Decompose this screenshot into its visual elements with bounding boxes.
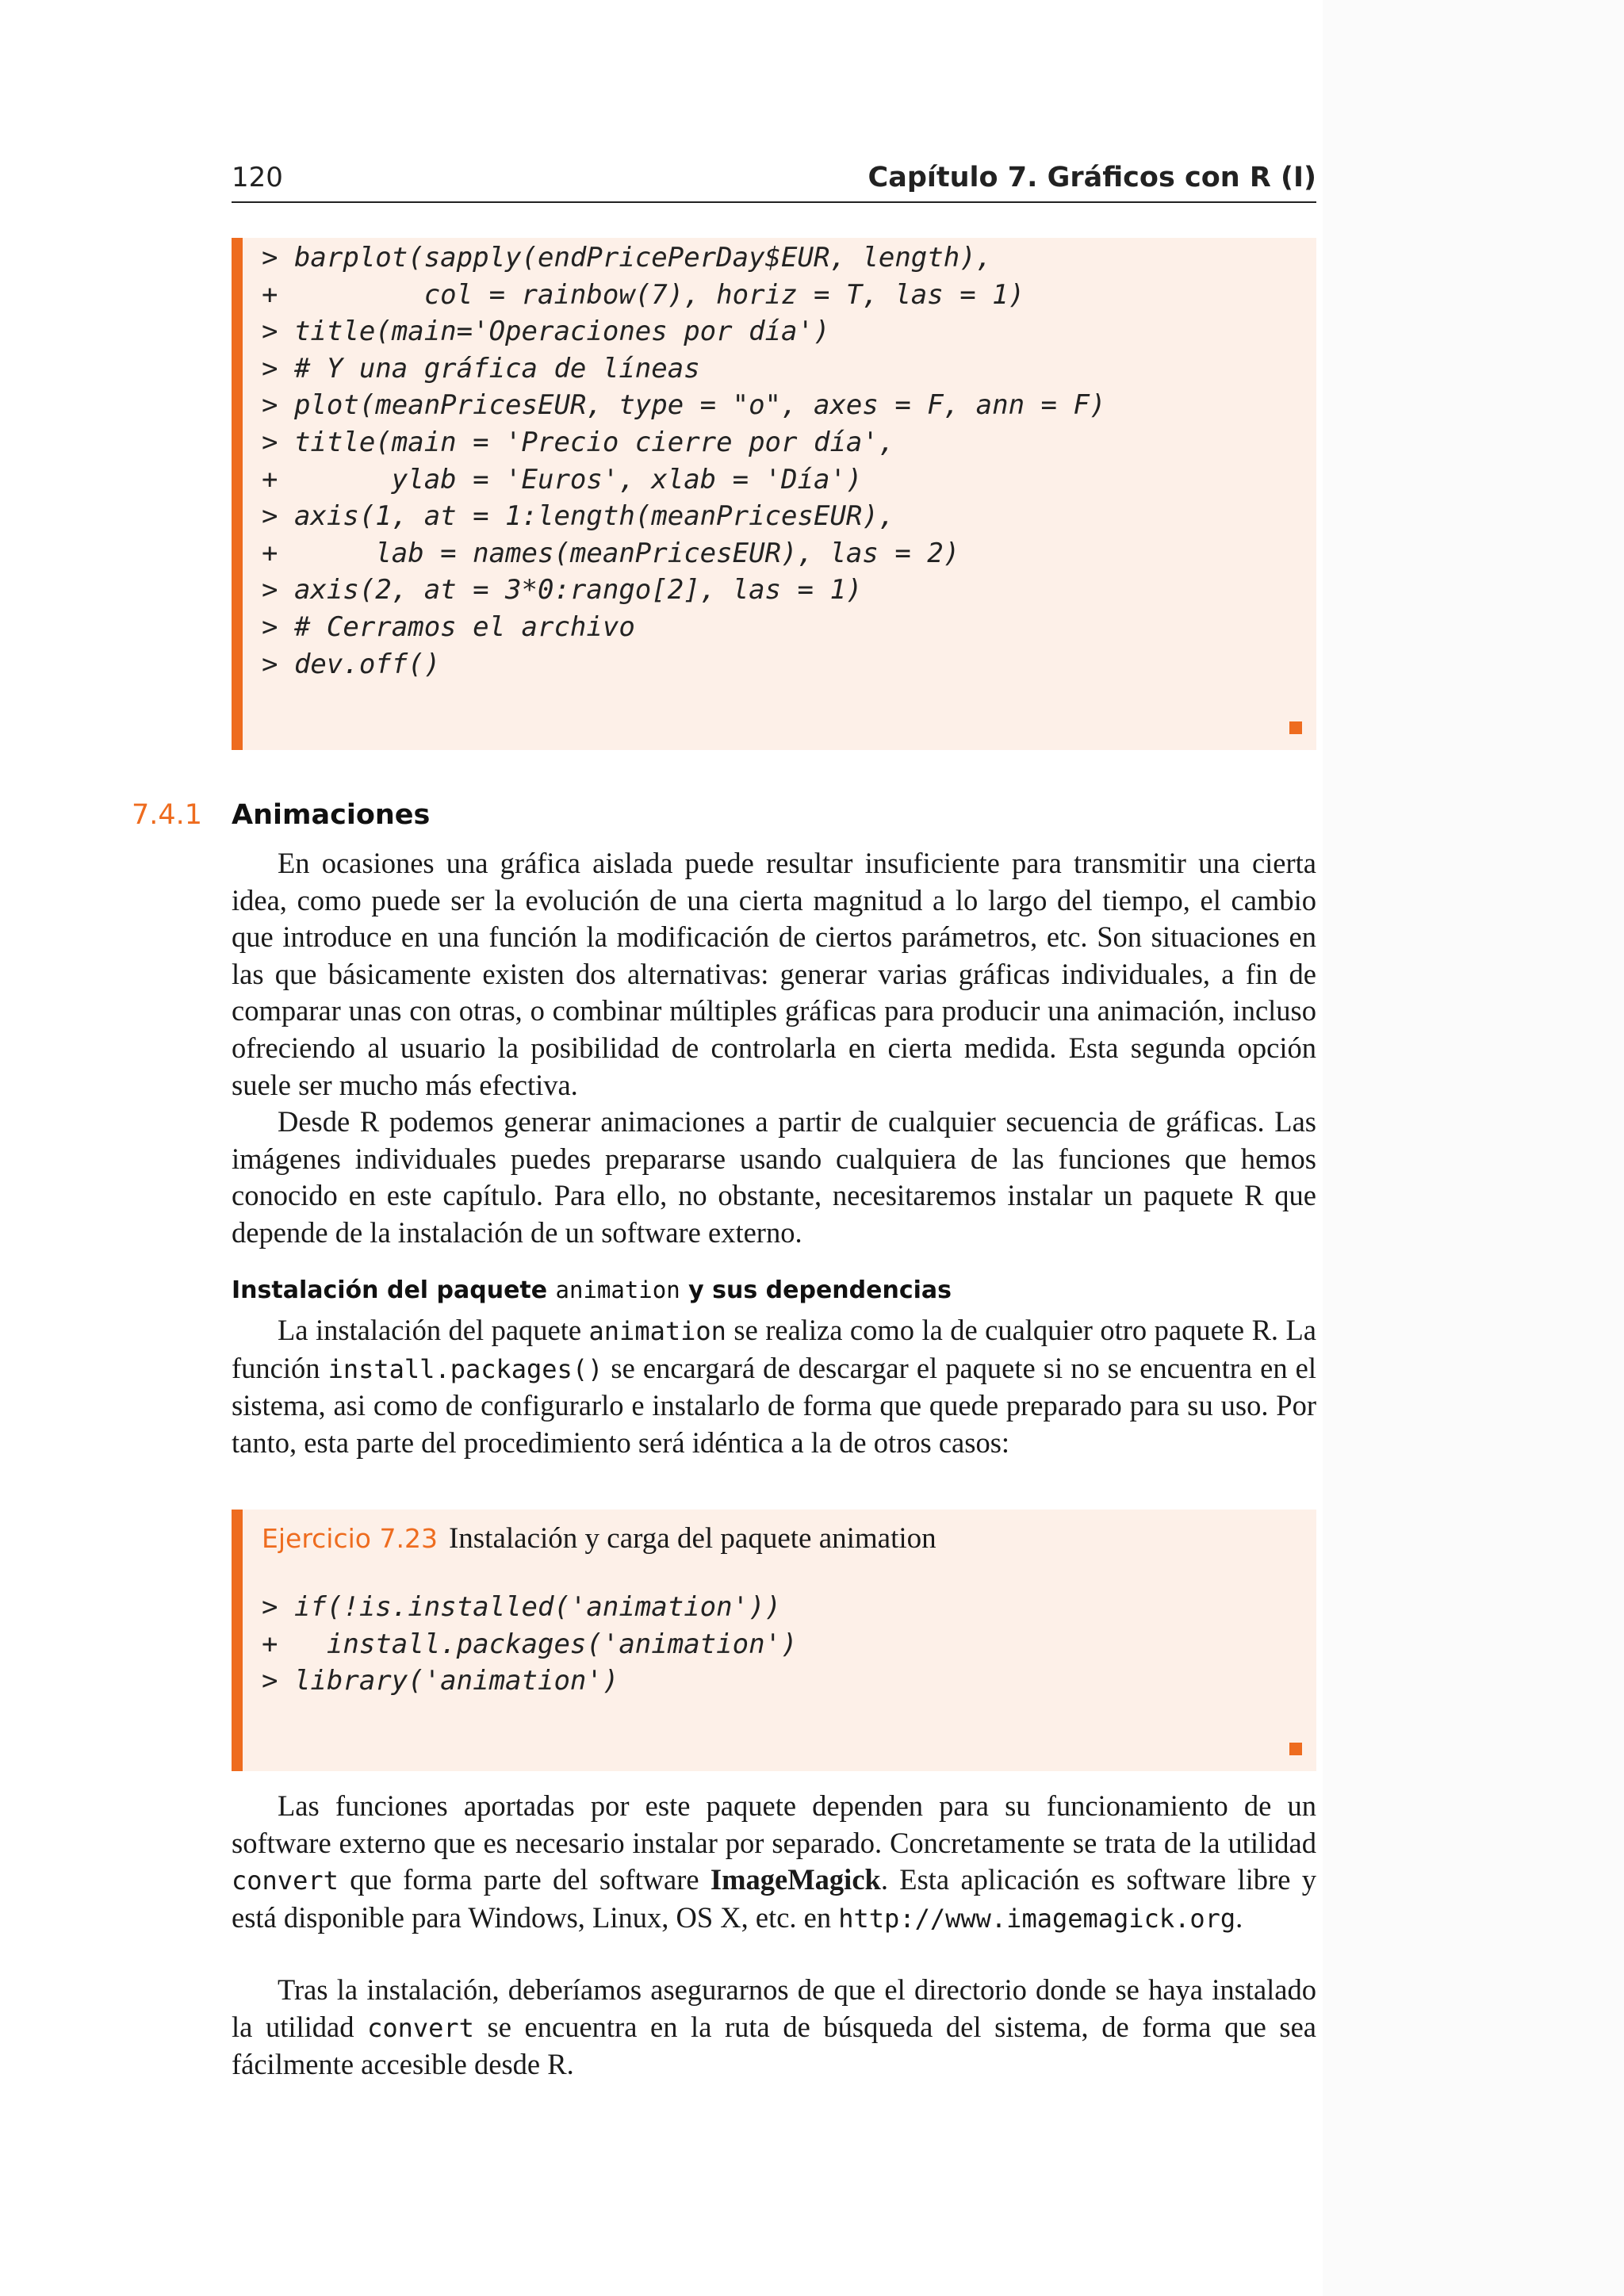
text: se encuentra en la ruta de búsqueda del sistema, de forma que sea fácilmente accesible desde R. bbox=[232, 2010, 1317, 2081]
running-header bbox=[232, 159, 1316, 203]
exercise-label: Ejercicio 7.23 bbox=[262, 1523, 438, 1554]
end-of-listing-marker bbox=[1289, 721, 1302, 734]
paragraph bbox=[232, 1312, 1316, 1461]
paragraph: Desde R podemos generar animaciones a partir de cualquier secuencia de gráficas. Las imágenes individuales puedes prepararse usando cualquiera de las funciones que hemos conocido en este capítulo. Para ello, no obstante, necesitaremos instalar un paquete R que depende de la instalación de un software externo. bbox=[232, 1105, 1316, 1249]
text: La instalación del paquete bbox=[278, 1314, 589, 1346]
text: se realiza como la de cualquier otro paquete R. La función bbox=[232, 1314, 1316, 1384]
code-line: > if(!is.installed('animation')) bbox=[262, 1591, 782, 1623]
text: . bbox=[1235, 1900, 1243, 1934]
code-line: > dev.off() bbox=[262, 648, 441, 680]
text: se encargará de descargar el paquete si no se encuentra en el sistema, asi como de configurarlo e instalarlo de forma que quede preparado para su uso. Por tanto, esta parte del procedimiento será idéntica a la de otros casos: bbox=[232, 1351, 1316, 1459]
page-margin-band bbox=[1323, 0, 1624, 2296]
inline-code: install.packages() bbox=[327, 1353, 603, 1384]
inline-code: convert bbox=[367, 2012, 474, 2043]
code-line: > # Y una gráfica de líneas bbox=[262, 352, 700, 385]
code-line: > library('animation') bbox=[262, 1665, 619, 1697]
code-line: > # Cerramos el archivo bbox=[262, 610, 635, 643]
code-line: > axis(2, at = 3*0:rango[2], las = 1) bbox=[262, 574, 863, 607]
inline-code: convert bbox=[232, 1866, 339, 1896]
paragraph bbox=[232, 1788, 1316, 1937]
code-line: + ylab = 'Euros', xlab = 'Día') bbox=[262, 463, 863, 496]
paragraph: En ocasiones una gráfica aislada puede resultar insuficiente para transmitir una cierta idea, como puede ser la evolución de una cierta magnitud a lo largo del tiempo, el cambio que introduce en una función la modificación de ciertos parámetros, etc. Son situaciones en las que básicamente existen dos alternativas: generar varias gráficas individuales, a fin de comparar unas con otras, o combinar múltiples gráficas para producir una animación, incluso ofreciendo al usuario la posibilidad de controlarla en cierta medida. Esta segunda opción suele ser mucho más efectiva. bbox=[232, 847, 1316, 1101]
text: que forma parte del software bbox=[338, 1863, 710, 1896]
exercise-title: Instalación y carga del paquete animation bbox=[448, 1522, 936, 1555]
chapter-title: Capítulo 7. Gráficos con R (I) bbox=[868, 162, 1316, 193]
end-of-exercise-marker bbox=[1289, 1743, 1302, 1755]
code-lines bbox=[262, 1589, 798, 1700]
text: Las funciones aportadas por este paquete dependen para su funcionamiento de un software externo que es necesario instalar por separado. Concretamente se trata de la utilidad bbox=[232, 1789, 1316, 1859]
code-line: + install.packages('animation') bbox=[262, 1628, 798, 1660]
software-name: ImageMagick bbox=[710, 1863, 881, 1896]
subsection-title-suffix: y sus dependencias bbox=[680, 1276, 952, 1304]
page-number: 120 bbox=[232, 162, 283, 193]
section-title: Animaciones bbox=[232, 799, 431, 831]
subsection-title-code: animation bbox=[555, 1276, 680, 1303]
text: . Esta aplicación es software libre y está disponible para Windows, Linux, OS X, etc. en bbox=[232, 1863, 1316, 1934]
text: Tras la instalación, deberíamos asegurarnos de que el directorio donde se haya instalado la utilidad bbox=[232, 1973, 1316, 2043]
exercise-box bbox=[232, 1510, 1316, 1771]
url-link[interactable]: http://www.imagemagick.org bbox=[838, 1903, 1236, 1934]
subsection-title-prefix: Instalación del paquete bbox=[232, 1276, 556, 1304]
exercise-heading bbox=[262, 1517, 936, 1560]
code-line: > title(main='Operaciones por día') bbox=[262, 316, 830, 348]
code-line: > title(main = 'Precio cierre por día', bbox=[262, 426, 895, 458]
code-lines bbox=[262, 239, 1105, 683]
code-line: > axis(1, at = 1:length(meanPricesEUR), bbox=[262, 500, 895, 533]
code-line: + lab = names(meanPricesEUR), las = 2) bbox=[262, 537, 960, 569]
paragraph bbox=[232, 1972, 1316, 2084]
code-line: + col = rainbow(7), horiz = T, las = 1) bbox=[262, 278, 1025, 311]
code-line: > plot(meanPricesEUR, type = "o", axes = F, ann = F) bbox=[262, 389, 1106, 422]
subsection-title bbox=[232, 1276, 952, 1304]
inline-code: animation bbox=[588, 1316, 726, 1346]
code-listing bbox=[232, 238, 1316, 750]
section-number: 7.4.1 bbox=[132, 799, 203, 831]
code-line: > barplot(sapply(endPricePerDay$EUR, length), bbox=[262, 242, 993, 274]
